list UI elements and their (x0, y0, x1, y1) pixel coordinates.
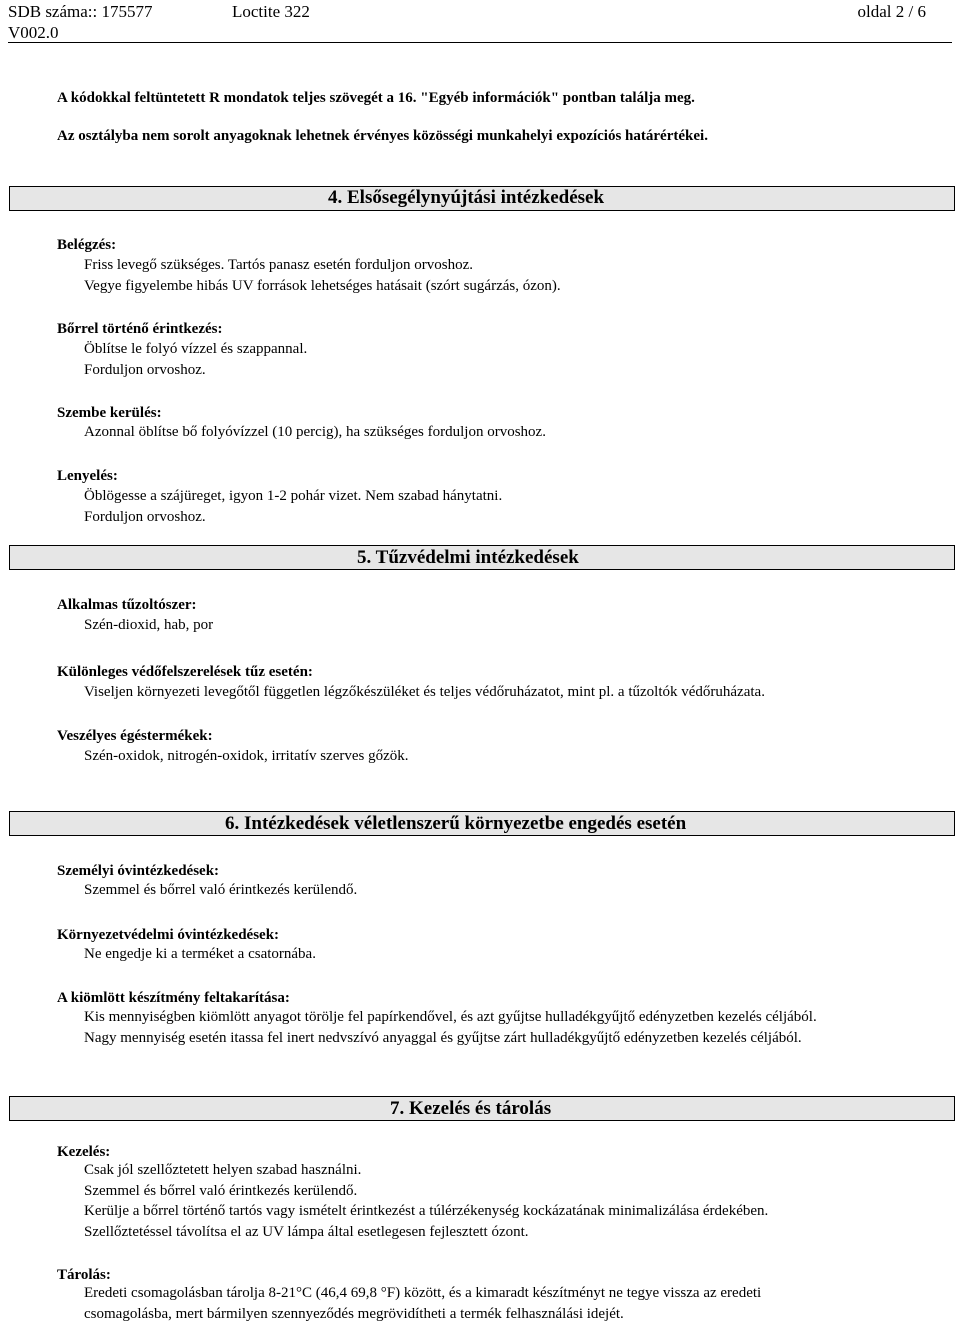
eye-label: Szembe kerülés: (57, 404, 162, 422)
storage-text (84, 1283, 761, 1324)
skin-label: Bőrrel történő érintkezés: (57, 320, 223, 338)
personal-precautions-line-1: Szemmel és bőrrel való érintkezés kerülendő. (84, 880, 357, 901)
inhalation-label: Belégzés: (57, 236, 116, 254)
extinguishing-media-line-1: Szén-dioxid, hab, por (84, 615, 213, 636)
handling-line-4: Szellőztetéssel távolítsa el az UV lámpa által esetlegesen fejlesztett ózont. (84, 1222, 768, 1243)
page-number: oldal 2 / 6 (858, 2, 926, 22)
protective-equipment-text (84, 682, 765, 703)
personal-precautions-label: Személyi óvintézkedések: (57, 862, 219, 880)
skin-line-1: Öblítse le folyó vízzel és szappannal. (84, 339, 307, 360)
header-divider (8, 42, 952, 43)
intro-line-1: A kódokkal feltüntetett R mondatok teljes szövegét a 16. "Egyéb információk" pontban találja meg. (57, 89, 695, 107)
personal-precautions-text (84, 880, 357, 901)
handling-label: Kezelés: (57, 1143, 110, 1161)
extinguishing-media-label: Alkalmas tűzoltószer: (57, 596, 197, 614)
storage-line-1: Eredeti csomagolásban tárolja 8-21°C (46,4 69,8 °F) között, és a kimaradt készítményt ne tegye vissza az eredeti (84, 1283, 761, 1304)
handling-text (84, 1160, 768, 1242)
handling-line-1: Csak jól szellőztetett helyen szabad használni. (84, 1160, 768, 1181)
cleanup-line-1: Kis mennyiségben kiömlött anyagot törölje fel papírkendővel, és azt gyűjtse hulladékgyűjtő edényzetben kezelés céljából. (84, 1007, 817, 1028)
intro-line-2: Az osztályba nem sorolt anyagoknak lehetnek érvényes közösségi munkahelyi expozíciós határértékei. (57, 127, 708, 145)
combustion-products-line-1: Szén-oxidok, nitrogén-oxidok, irritatív szerves gőzök. (84, 746, 409, 767)
section-4-title: 4. Elsősegélynyújtási intézkedések (328, 187, 604, 209)
handling-line-2: Szemmel és bőrrel való érintkezés kerülendő. (84, 1181, 768, 1202)
inhalation-line-2: Vegye figyelembe hibás UV források lehetséges hatásait (szórt sugárzás, ózon). (84, 276, 561, 297)
environmental-precautions-text (84, 944, 316, 965)
version: V002.0 (8, 23, 59, 43)
environmental-precautions-label: Környezetvédelmi óvintézkedések: (57, 926, 279, 944)
combustion-products-text (84, 746, 409, 767)
cleanup-text (84, 1007, 817, 1048)
ingestion-label: Lenyelés: (57, 467, 118, 485)
section-5-title: 5. Tűzvédelmi intézkedések (357, 547, 579, 569)
ingestion-line-1: Öblögesse a szájüreget, igyon 1-2 pohár vizet. Nem szabad hánytatni. (84, 486, 502, 507)
eye-text (84, 422, 546, 443)
inhalation-text (84, 255, 561, 296)
ingestion-line-2: Forduljon orvoshoz. (84, 507, 502, 528)
ingestion-text (84, 486, 502, 527)
section-6-title: 6. Intézkedések véletlenszerű környezetbe engedés esetén (225, 813, 686, 835)
environmental-precautions-line-1: Ne engedje ki a terméket a csatornába. (84, 944, 316, 965)
combustion-products-label: Veszélyes égéstermékek: (57, 727, 213, 745)
protective-equipment-label: Különleges védőfelszerelések tűz esetén: (57, 663, 313, 681)
skin-text (84, 339, 307, 380)
cleanup-label: A kiömlött készítmény feltakarítása: (57, 989, 290, 1007)
storage-line-2: csomagolásba, mert bármilyen szennyeződés megrövidítheti a termék felhasználási idejét. (84, 1304, 761, 1324)
extinguishing-media-text (84, 615, 213, 636)
product-name: Loctite 322 (232, 2, 310, 22)
protective-equipment-line-1: Viseljen környezeti levegőtől független légzőkészüléket és teljes védőruházatot, mint pl. a tűzoltók védőruházata. (84, 682, 765, 703)
storage-label: Tárolás: (57, 1266, 111, 1284)
sdb-number: SDB száma:: 175577 (8, 2, 153, 22)
inhalation-line-1: Friss levegő szükséges. Tartós panasz esetén forduljon orvoshoz. (84, 255, 561, 276)
handling-line-3: Kerülje a bőrrel történő tartós vagy ismételt érintkezést a túlérzékenység kockázatának minimalizálása érdekében. (84, 1201, 768, 1222)
eye-line-1: Azonnal öblítse bő folyóvízzel (10 percig), ha szükséges forduljon orvoshoz. (84, 422, 546, 443)
section-7-title: 7. Kezelés és tárolás (390, 1098, 551, 1120)
cleanup-line-2: Nagy mennyiség esetén itassa fel inert nedvszívó anyaggal és gyűjtse zárt hulladékgyűjtő edényzetben kezelés céljából. (84, 1028, 817, 1049)
skin-line-2: Forduljon orvoshoz. (84, 360, 307, 381)
